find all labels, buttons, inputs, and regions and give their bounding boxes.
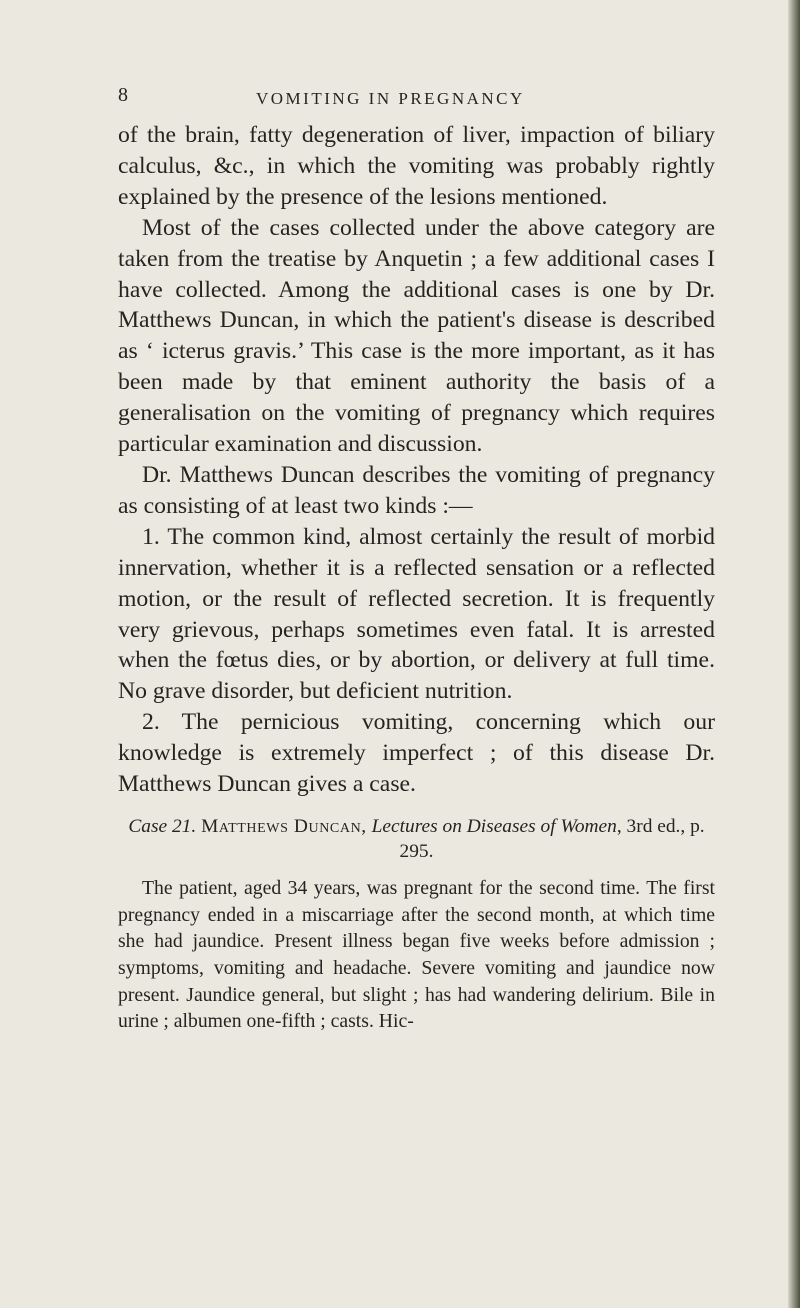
page-header: [118, 84, 718, 114]
case-edition: , 3rd ed., p. 295.: [399, 815, 705, 862]
paragraph-kind-one: 1. The common kind, almost certainly the result of morbid innervation, whether it is a reflected sensation or a reflected motion, or the result of reflected secretion. It is frequently very grievous, perhaps sometimes even fatal. It is arrested when the fœtus dies, or by abortion, or delivery at full time. No grave disorder, but deficient nutrition.: [118, 523, 715, 705]
running-head: VOMITING IN PREGNANCY: [256, 89, 525, 108]
case-heading: [118, 814, 715, 864]
case-body: The patient, aged 34 years, was pregnant for the second time. The first pregnancy ended in a miscarriage after the second month, at which time she had jaundice. Present illness began five weeks before admission ; symptoms, vomiting and headache. Severe vomiting and jaundice now present. Jaundice general, but slight ; has had wandering delirium. Bile in urine ; albumen one-fifth ; casts. Hic-: [118, 876, 715, 1033]
case-author: Matthews Duncan,: [201, 815, 367, 837]
body-text: [118, 120, 715, 1035]
case-label: Case 21.: [128, 815, 197, 837]
page-number: 8: [118, 84, 129, 106]
paragraph-two-kinds: Dr. Matthews Duncan describes the vomiting of pregnancy as consisting of at least two kinds :—: [118, 461, 715, 519]
paragraph-kind-two: 2. The pernicious vomiting, concerning which our knowledge is extremely imperfect ; of this disease Dr. Matthews Duncan gives a case.: [118, 709, 715, 798]
case-source: Lectures on Diseases of Women: [371, 815, 617, 837]
page-edge-shadow: [788, 0, 800, 1308]
paragraph-continuation: of the brain, fatty degeneration of liver, impaction of biliary calculus, &c., in which the vomiting was probably rightly explained by the presence of the lesions mentioned.: [118, 122, 715, 210]
paragraph-anquetin: Most of the cases collected under the above category are taken from the treatise by Anquetin ; a few additional cases I have collected. Among the additional cases is one by Dr. Matthews Duncan, in which the patient's disease is described as ‘ icterus gravis.’ This case is the more important, as it has been made by that eminent authority the basis of a generalisation on the vomiting of pregnancy which requires particular examination and discussion.: [118, 214, 715, 458]
